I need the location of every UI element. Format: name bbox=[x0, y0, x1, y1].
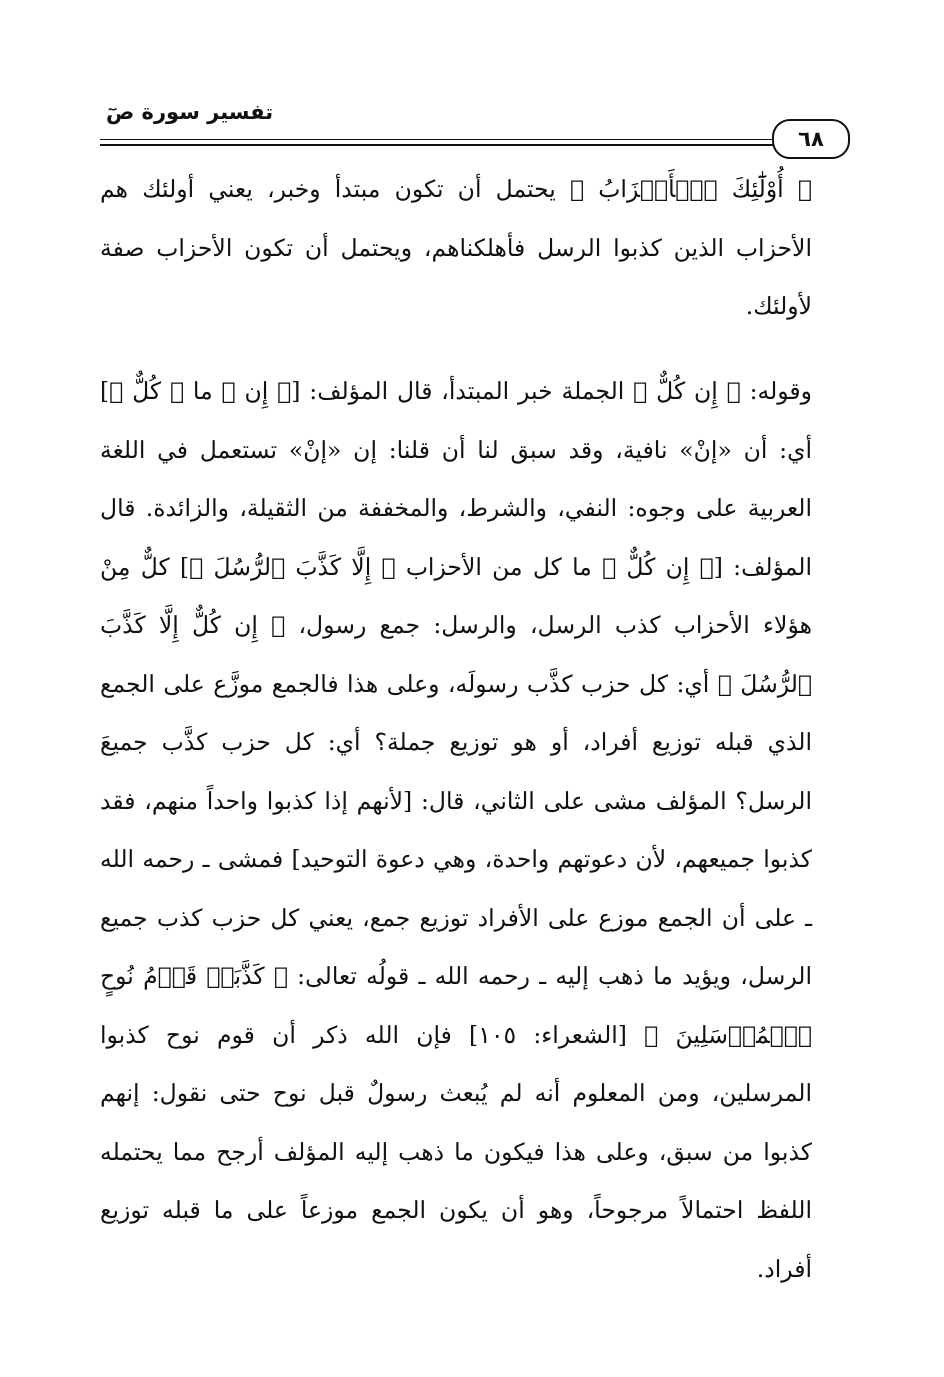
header-rule-thick bbox=[100, 144, 800, 146]
paragraph-2: وقوله: ﴿ إِن كُلٌّ ﴾ الجملة خبر المبتدأ، قال المؤلف: [﴿ إِن ﴾ ما ﴿ كُلٌّ ﴾] أي: أن «إنْ» نافية، وقد سبق لنا أن قلنا: إن «إنْ» تستعمل في اللغة العربية على وجوه: النفي، والشرط، والمخففة من الثقيلة، والزائدة. قال المؤلف: [﴿ إِن كُلٌّ ﴾ ما كل من الأحزاب ﴿ إِلَّا كَذَّبَ ٱلرُّسُلَ ﴾] كلٌّ مِنْ هؤلاء الأحزاب كذب الرسل، والرسل: جمع رسول، ﴿ إِن كُلٌّ إِلَّا كَذَّبَ ٱلرُّسُلَ ﴾ أي: كل حزب كذَّب رسولَه، وعلى هذا فالجمع موزَّع على الجمع الذي قبله توزيع أفراد، أو هو توزيع جملة؟ أي: كل حزب كذَّب جميعَ الرسل؟ المؤلف مشى على الثاني، قال: [لأنهم إذا كذبوا واحداً منهم، فقد كذبوا جميعهم، لأن دعوتهم واحدة، وهي دعوة التوحيد] فمشى ـ رحمه الله ـ على أن الجمع موزع على الأفراد توزيع جمع، يعني كل حزب كذب جميع الرسل، ويؤيد ما ذهب إليه ـ رحمه الله ـ قولُه تعالى: ﴿ كَذَّبَتۡ قَوۡمُ نُوحٍ ٱلۡمُرۡسَلِينَ ﴾ [الشعراء: ١٠٥] فإن الله ذكر أن قوم نوح كذبوا المرسلين، ومن المعلوم أنه لم يُبعث رسولٌ قبل نوح حتى نقول: إنهم كذبوا من سبق، وعلى هذا فيكون ما ذهب إليه المؤلف أرجح مما يحتمله اللفظ احتمالاً مرجوحاً، وهو أن يكون الجمع موزعاً على ما قبله توزيع أفراد. bbox=[100, 377, 812, 1283]
page-number-badge: ٦٨ bbox=[772, 119, 850, 159]
page-title: تفسير سورة صٓ bbox=[106, 100, 274, 124]
paragraph-1: ﴿ أُوْلَٰٓئِكَ ٱلۡأَحۡزَابُ ﴾ يحتمل أن تكون مبتدأ وخبر، يعني أولئك هم الأحزاب الذين كذبوا الرسل فأهلكناهم، ويحتمل أن تكون الأحزاب صفة لأولئك. bbox=[100, 175, 812, 320]
header-rule-thin bbox=[100, 139, 800, 140]
